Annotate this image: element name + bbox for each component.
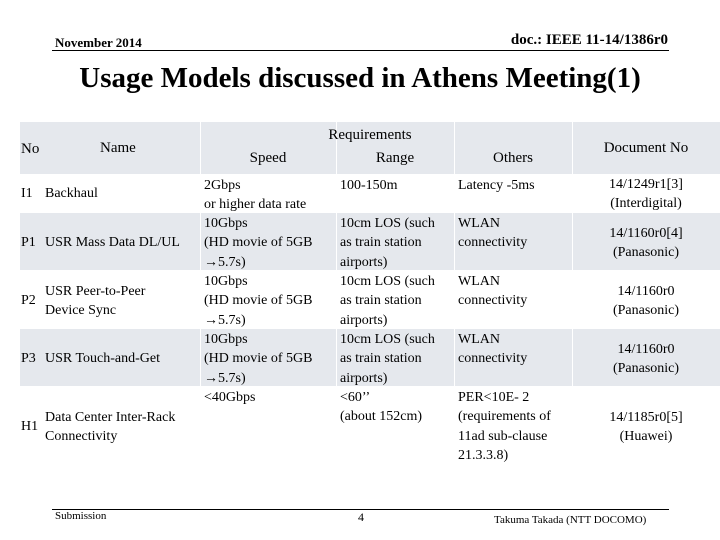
cell-range: as train station xyxy=(340,235,422,251)
cell-name: Backhaul xyxy=(45,186,98,202)
cell-speed: →5.7s) xyxy=(204,254,246,270)
cell-others: 11ad sub-clause xyxy=(458,428,548,444)
header-no: No xyxy=(21,141,40,157)
header-date: November 2014 xyxy=(55,35,142,50)
cell-document: 14/1160r0 xyxy=(617,341,675,357)
cell-range: 10cm LOS (such xyxy=(340,274,435,289)
slide-title: Usage Models discussed in Athens Meeting(1) xyxy=(79,62,641,94)
cell-document: 14/1249r1[3] xyxy=(609,176,683,192)
cell-document: (Panasonic) xyxy=(612,245,680,260)
cell-others: connectivity xyxy=(458,235,528,251)
cell-others: connectivity xyxy=(458,351,528,367)
cell-range: airports) xyxy=(340,370,388,386)
cell-range: airports) xyxy=(340,312,388,328)
cell-range: 10cm LOS (such xyxy=(340,332,435,347)
cell-speed: <40Gbps xyxy=(204,390,256,405)
cell-speed: or higher data rate xyxy=(204,197,307,213)
col-sep xyxy=(200,122,201,462)
cell-no: P3 xyxy=(21,351,36,367)
cell-speed: (HD movie of 5GB xyxy=(204,235,313,251)
cell-others: WLAN xyxy=(458,274,500,289)
cell-document: 14/1160r0 xyxy=(617,283,675,299)
cell-others: Latency -5ms xyxy=(458,178,535,193)
usage-models-table xyxy=(20,122,720,462)
cell-document: (Huawei) xyxy=(619,429,673,444)
cell-name: Data Center Inter-Rack xyxy=(45,409,176,425)
cell-others: connectivity xyxy=(458,293,528,309)
cell-name: USR Touch-and-Get xyxy=(45,351,161,367)
cell-name: Device Sync xyxy=(45,303,117,318)
cell-speed: (HD movie of 5GB xyxy=(204,293,313,309)
cell-speed: →5.7s) xyxy=(204,370,246,386)
cell-no: P1 xyxy=(21,235,36,251)
cell-range: as train station xyxy=(340,293,422,309)
cell-document: (Panasonic) xyxy=(612,303,680,318)
cell-no: H1 xyxy=(21,419,39,435)
cell-speed: →5.7s) xyxy=(204,312,246,328)
cell-name: USR Peer-to-Peer xyxy=(45,283,146,299)
cell-name: USR Mass Data DL/UL xyxy=(45,235,180,251)
header-document: Document No xyxy=(603,140,689,156)
header-name: Name xyxy=(100,140,136,156)
cell-speed: 10Gbps xyxy=(204,332,248,347)
cell-speed: (HD movie of 5GB xyxy=(204,351,313,367)
cell-speed: 10Gbps xyxy=(204,274,248,289)
cell-speed: 10Gbps xyxy=(204,216,248,231)
col-sep xyxy=(572,122,573,462)
cell-name: Connectivity xyxy=(45,429,118,444)
cell-range: as train station xyxy=(340,351,422,367)
header-range: Range xyxy=(375,150,415,166)
cell-document: (Panasonic) xyxy=(612,361,680,376)
footer-author: Takuma Takada (NTT DOCOMO) xyxy=(494,514,647,526)
col-sep xyxy=(336,122,337,462)
cell-others: WLAN xyxy=(458,332,500,347)
header-others: Others xyxy=(493,150,533,166)
cell-others: (requirements of xyxy=(458,409,551,425)
cell-range: (about 152cm) xyxy=(340,409,423,425)
cell-range: airports) xyxy=(340,254,388,270)
header-speed: Speed xyxy=(249,150,287,166)
cell-no: I1 xyxy=(21,186,33,202)
footer-page-number: 4 xyxy=(358,510,364,524)
cell-document: 14/1160r0[4] xyxy=(609,225,683,241)
header-requirements: Requirements xyxy=(328,127,412,143)
cell-others: WLAN xyxy=(458,216,500,231)
cell-others: PER<10E- 2 xyxy=(458,390,530,405)
cell-others: 21.3.3.8) xyxy=(458,447,509,463)
footer-submission: Submission xyxy=(55,510,107,522)
cell-speed: 2Gbps xyxy=(204,178,241,193)
cell-range: <60’’ xyxy=(340,390,371,405)
cell-range: 10cm LOS (such xyxy=(340,216,435,231)
cell-no: P2 xyxy=(21,293,36,309)
col-sep xyxy=(454,122,455,462)
cell-range: 100-150m xyxy=(340,178,398,193)
cell-document: 14/1185r0[5] xyxy=(609,409,683,425)
cell-document: (Interdigital) xyxy=(610,196,682,211)
header-rule xyxy=(52,50,669,51)
header-doc-id: doc.: IEEE 11-14/1386r0 xyxy=(510,32,668,48)
